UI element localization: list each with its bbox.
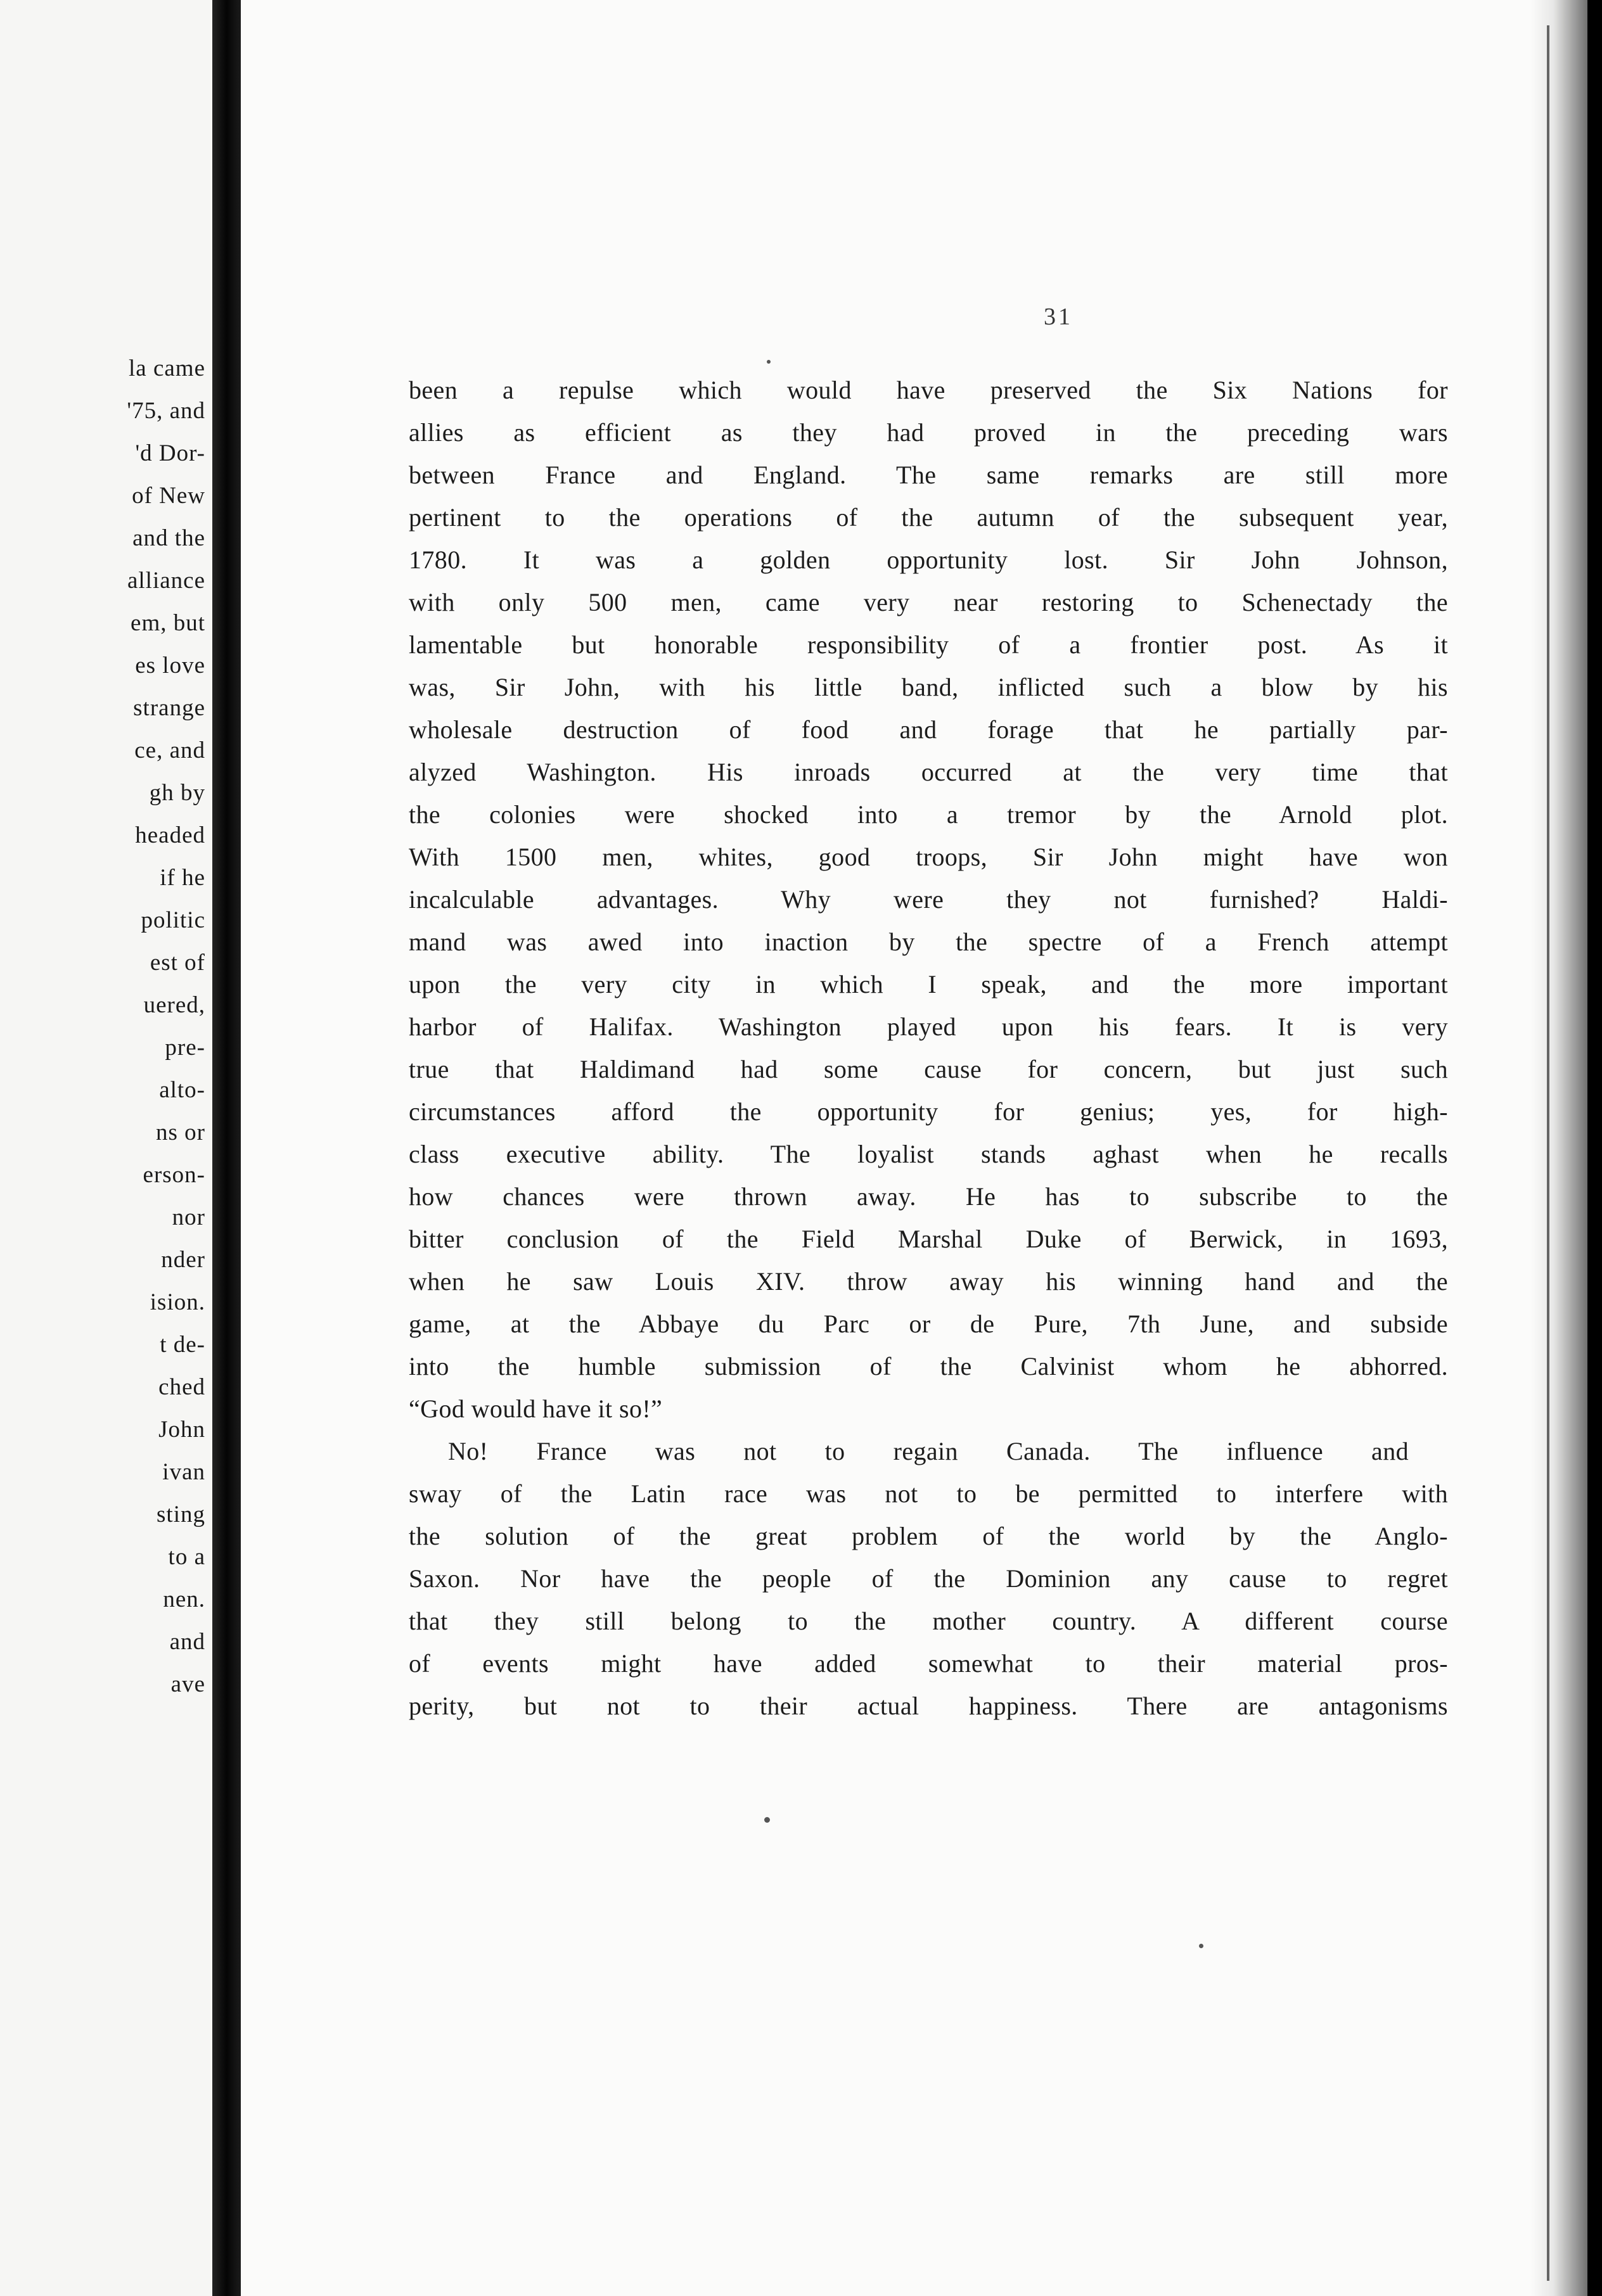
left-page-fragment: alliance bbox=[127, 568, 205, 594]
left-page-fragment: ision. bbox=[150, 1289, 205, 1315]
left-page-fragment: headed bbox=[135, 822, 205, 848]
text-line: been a repulse which would have preserved the Six Nations for bbox=[409, 376, 1448, 404]
text-line: true that Haldimand had some cause for concern, but just such bbox=[409, 1055, 1448, 1083]
text-line: the solution of the great problem of the world by the Anglo- bbox=[409, 1522, 1448, 1550]
text-line: alyzed Washington. His inroads occurred at the very time that bbox=[409, 758, 1448, 786]
left-page-fragment: to a bbox=[168, 1544, 205, 1570]
left-page-fragment: of New bbox=[132, 483, 205, 509]
left-page-fragment: if he bbox=[160, 865, 205, 891]
body-text bbox=[409, 369, 1448, 1727]
text-line: wholesale destruction of food and forage that he partially par- bbox=[409, 715, 1448, 744]
page-edge-shadow bbox=[1530, 0, 1587, 2296]
text-line: was, Sir John, with his little band, inflicted such a blow by his bbox=[409, 673, 1448, 701]
text-line: how chances were thrown away. He has to subscribe to the bbox=[409, 1182, 1448, 1211]
left-page-fragment: es love bbox=[135, 653, 205, 679]
text-line: allies as efficient as they had proved in the preceding wars bbox=[409, 418, 1448, 447]
text-line: with only 500 men, came very near restoring to Schenectady the bbox=[409, 588, 1448, 616]
left-page-fragment: pre- bbox=[165, 1035, 205, 1061]
left-page-fragment: est of bbox=[150, 950, 205, 976]
paper-speck bbox=[764, 1817, 770, 1823]
paper-speck bbox=[1199, 1944, 1203, 1948]
left-page-fragment: em, but bbox=[131, 610, 205, 636]
left-page-fragment: ns or bbox=[156, 1119, 205, 1145]
text-line: harbor of Halifax. Washington played upon his fears. It is very bbox=[409, 1012, 1448, 1041]
text-line: bitter conclusion of the Field Marshal Duke of Berwick, in 1693, bbox=[409, 1225, 1448, 1253]
text-line: class executive ability. The loyalist stands aghast when he recalls bbox=[409, 1140, 1448, 1168]
text-line: between France and England. The same remarks are still more bbox=[409, 461, 1448, 489]
left-page-fragment: uered, bbox=[143, 992, 205, 1018]
left-page-fragment: erson- bbox=[143, 1162, 205, 1188]
text-line: incalculable advantages. Why were they not furnished? Haldi- bbox=[409, 885, 1448, 914]
text-line: sway of the Latin race was not to be permitted to interfere with bbox=[409, 1479, 1448, 1508]
text-line: of events might have added somewhat to their material pros- bbox=[409, 1649, 1448, 1678]
right-page bbox=[241, 0, 1587, 2296]
left-page-fragment: ce, and bbox=[134, 737, 205, 763]
left-page-fragment: nen. bbox=[163, 1586, 205, 1612]
text-line: that they still belong to the mother country. A different course bbox=[409, 1607, 1448, 1635]
text-line: the colonies were shocked into a tremor by the Arnold plot. bbox=[409, 800, 1448, 829]
left-page-fragment: t de- bbox=[160, 1332, 205, 1358]
text-line: when he saw Louis XIV. throw away his winning hand and the bbox=[409, 1267, 1448, 1296]
left-page-fragment: 'd Dor- bbox=[135, 440, 205, 466]
text-line: pertinent to the operations of the autumn of the subsequent year, bbox=[409, 503, 1448, 532]
left-page-fragment: politic bbox=[141, 907, 205, 933]
left-page-fragment: '75, and bbox=[127, 398, 205, 424]
left-page-fragment: John bbox=[158, 1417, 205, 1443]
left-page-fragment: and bbox=[169, 1629, 205, 1655]
left-page-fragment: alto- bbox=[159, 1077, 205, 1103]
text-line: perity, but not to their actual happiness. There are antagonisms bbox=[409, 1692, 1448, 1720]
text-line: circumstances afford the opportunity for genius; yes, for high- bbox=[409, 1097, 1448, 1126]
text-line: “God would have it so!” bbox=[409, 1394, 663, 1423]
text-line: With 1500 men, whites, good troops, Sir John might have won bbox=[409, 843, 1448, 871]
page-number: 31 bbox=[1044, 303, 1073, 330]
left-page-fragment: gh by bbox=[149, 780, 205, 806]
left-page-fragment: la came bbox=[129, 355, 205, 381]
left-page-fragment: strange bbox=[133, 695, 205, 721]
text-line: upon the very city in which I speak, and the more important bbox=[409, 970, 1448, 998]
book-gutter bbox=[212, 0, 241, 2296]
text-line: lamentable but honorable responsibility of a frontier post. As it bbox=[409, 630, 1448, 659]
text-line: No! France was not to regain Canada. The influence and bbox=[448, 1437, 1409, 1465]
left-page-fragment: ivan bbox=[162, 1459, 205, 1485]
left-page-fragment: and the bbox=[132, 525, 205, 551]
left-facing-page bbox=[0, 0, 214, 2296]
left-page-fragment: nor bbox=[172, 1204, 205, 1230]
left-page-fragment: nder bbox=[161, 1247, 205, 1273]
text-line: into the humble submission of the Calvinist whom he abhorred. bbox=[409, 1352, 1448, 1381]
text-line: game, at the Abbaye du Parc or de Pure, 7th June, and subside bbox=[409, 1310, 1448, 1338]
left-page-fragment: ave bbox=[170, 1671, 205, 1697]
text-line: 1780. It was a golden opportunity lost. Sir John Johnson, bbox=[409, 545, 1448, 574]
left-page-fragment: sting bbox=[157, 1502, 205, 1527]
text-line: Saxon. Nor have the people of the Dominion any cause to regret bbox=[409, 1564, 1448, 1593]
text-line: mand was awed into inaction by the spectre of a French attempt bbox=[409, 928, 1448, 956]
left-page-fragment: ched bbox=[158, 1374, 205, 1400]
paper-speck bbox=[767, 360, 771, 364]
